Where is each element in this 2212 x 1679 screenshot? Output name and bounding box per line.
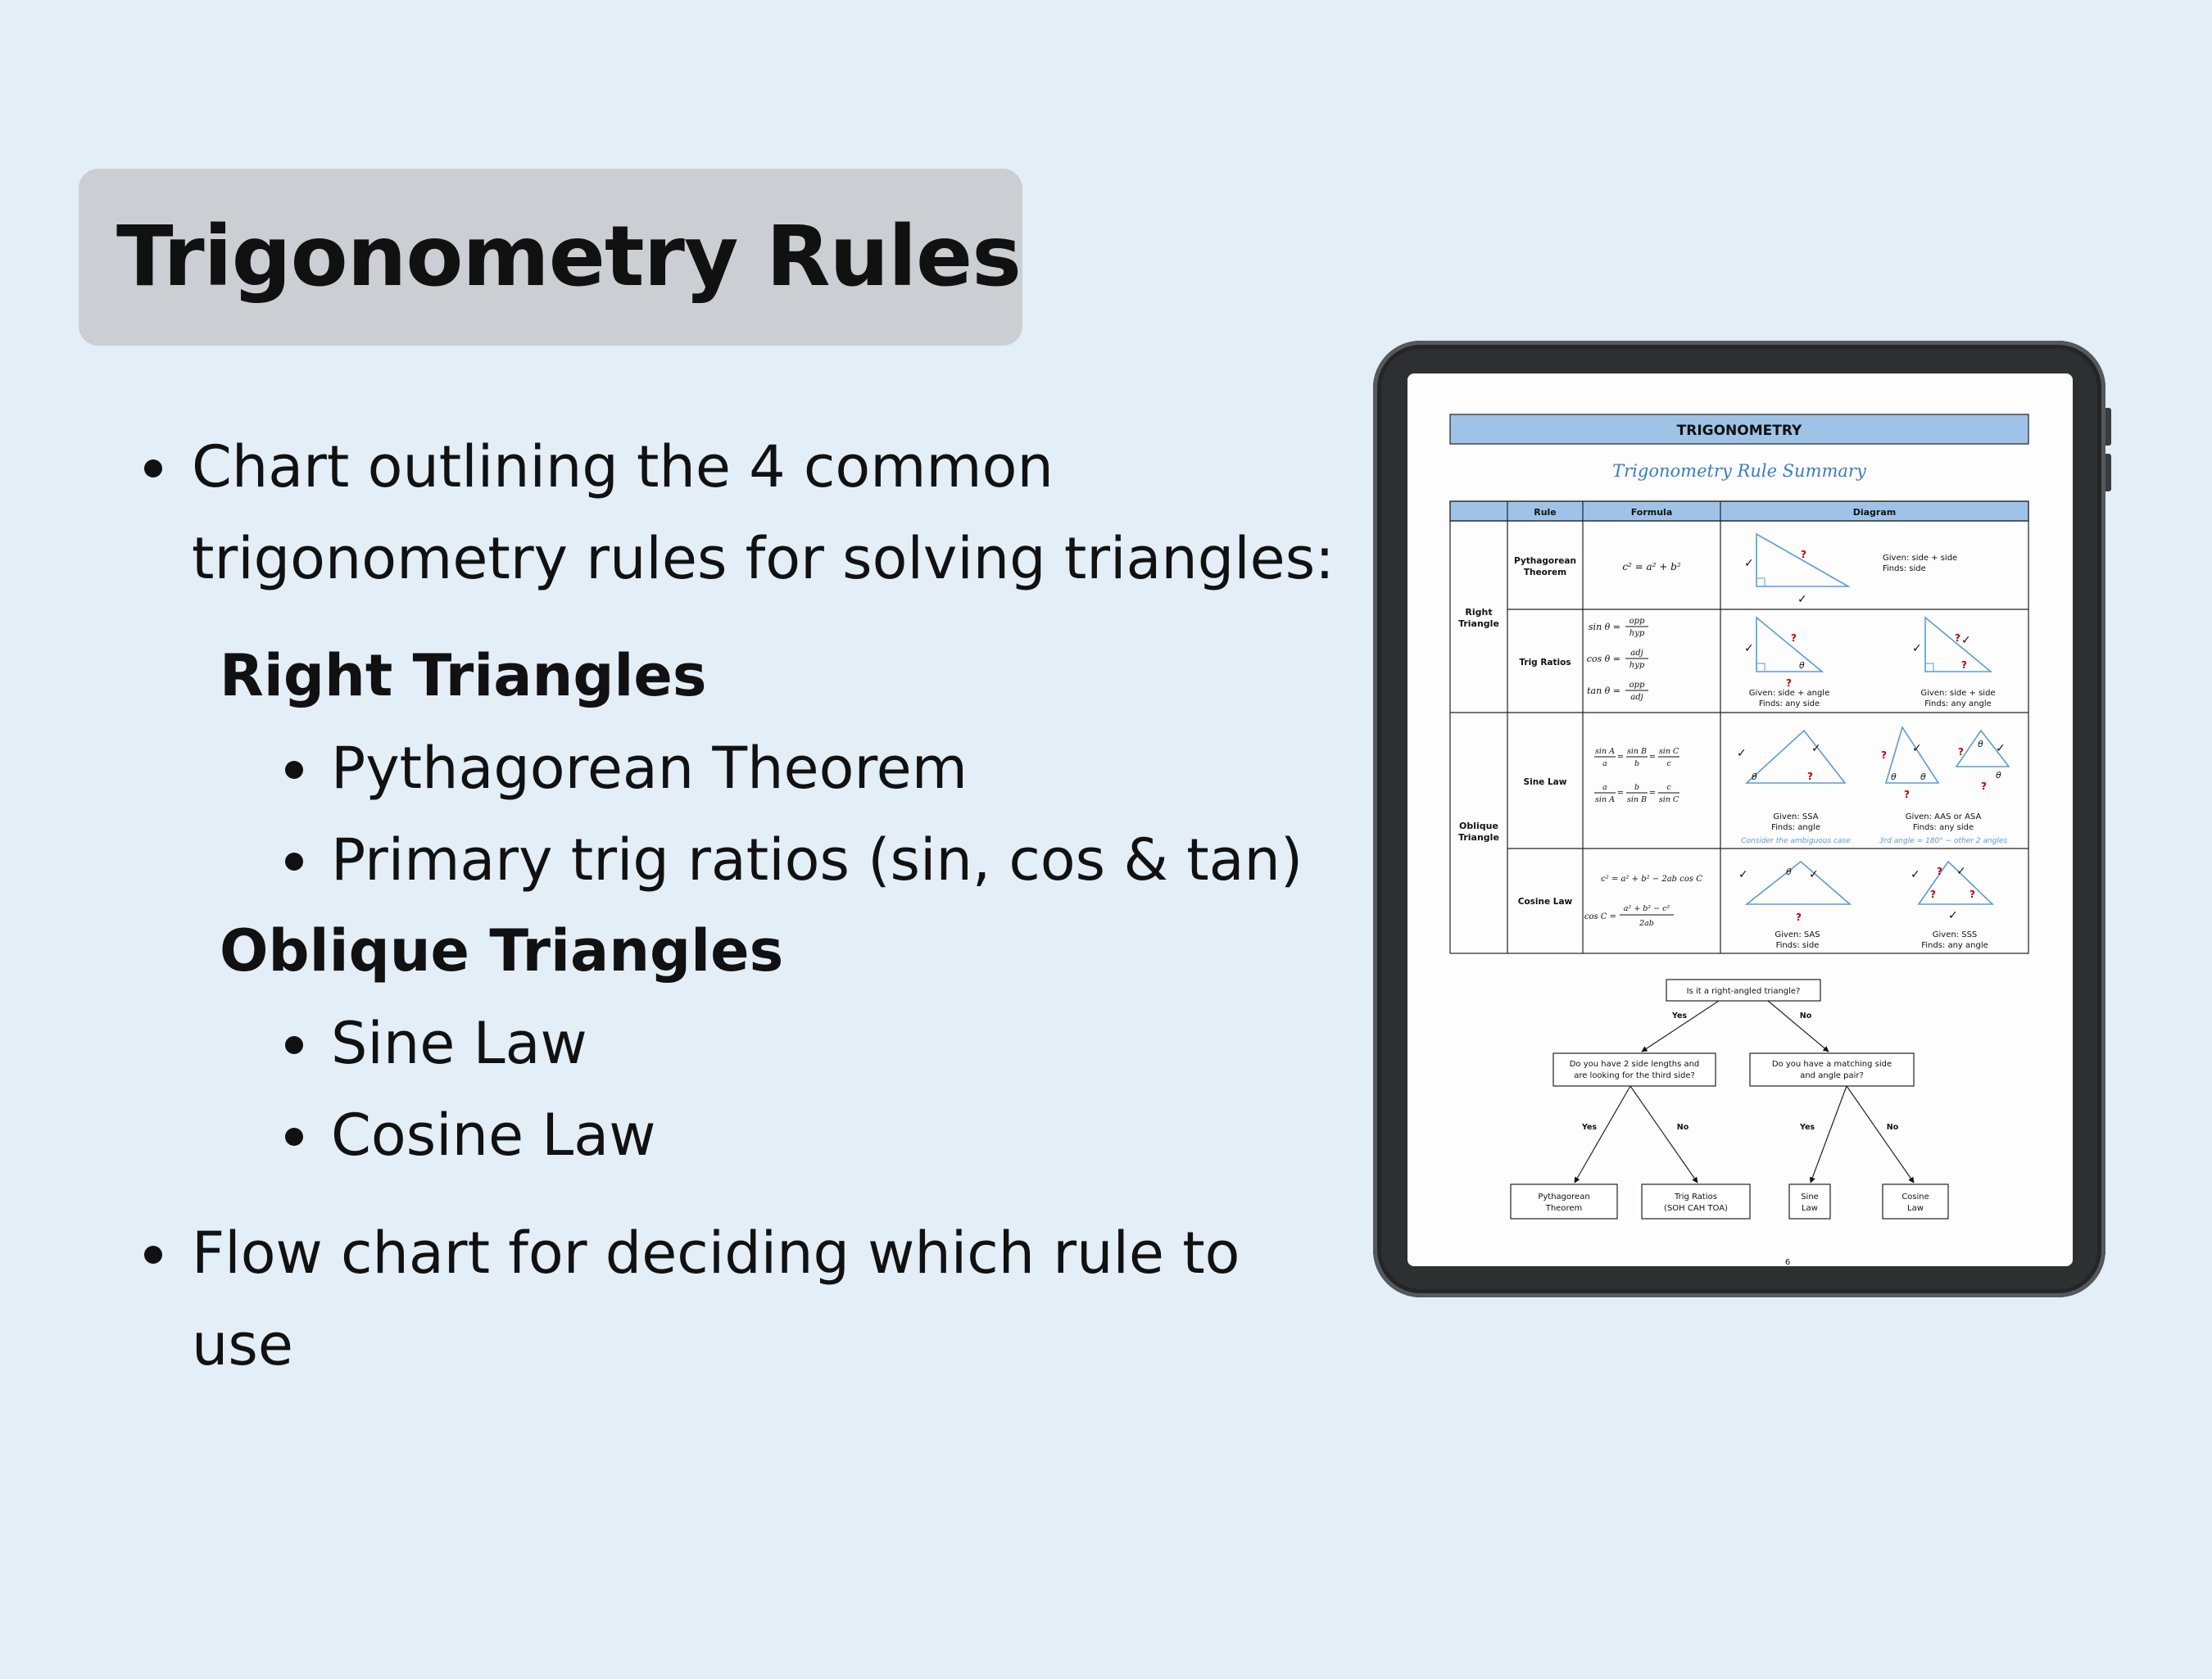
column-header-rule: Rule	[1534, 507, 1557, 518]
flow-arrow	[1642, 1001, 1719, 1052]
caption-given: Given: side + side	[1883, 554, 1958, 563]
caption-given: Given: side + side	[1920, 689, 1996, 698]
theta-mark: θ	[1996, 770, 2001, 781]
formula-cos-den: hyp	[1629, 661, 1645, 670]
flowchart-boxes	[1511, 980, 1948, 1219]
bullet-dot	[285, 761, 303, 779]
equals-sign: =	[1616, 753, 1625, 762]
tablet-mockup	[1373, 341, 2105, 1297]
caption-given: Given: SSS	[1932, 930, 1978, 939]
check-mark: ✓	[1956, 865, 1966, 878]
page-number: 6	[1784, 1258, 1791, 1266]
check-mark: ✓	[1738, 868, 1748, 881]
sine-law-den: sin A	[1595, 795, 1615, 804]
check-mark: ✓	[1911, 868, 1920, 881]
bullet-chart-line2: trigonometry rules for solving triangles:	[192, 525, 1335, 592]
question-mark: ?	[1796, 912, 1802, 923]
bullet-cosine-law-text: Cosine Law	[331, 1102, 656, 1169]
column-header-diagram: Diagram	[1852, 507, 1897, 518]
group-right-line1: Right	[1465, 607, 1493, 618]
question-mark: ?	[1961, 659, 1967, 671]
right-angle-mark	[1756, 663, 1765, 672]
caption-finds: Finds: any angle	[1924, 699, 1992, 708]
flow-leaf-line1: Trig Ratios	[1675, 1192, 1717, 1202]
bullet-flowchart-line2: use	[192, 1311, 293, 1378]
question-mark: ?	[1791, 632, 1797, 644]
sine-law-den: c	[1666, 759, 1671, 768]
flowchart-text	[1538, 987, 1929, 1213]
rule-pythagorean-line2: Theorem	[1523, 568, 1567, 577]
flow-leaf-line2: (SOH CAH TOA)	[1664, 1204, 1728, 1213]
check-mark: ✓	[1797, 593, 1807, 606]
flow-leaf-line1: Sine	[1801, 1192, 1819, 1202]
theta-mark: θ	[1891, 772, 1897, 782]
formula-cosine-law-left: cos C =	[1584, 912, 1616, 921]
theta-mark: θ	[1799, 660, 1805, 671]
question-mark: ?	[1786, 677, 1792, 689]
page-title: Trigonometry Rules	[116, 208, 1021, 305]
sine-law-num: a	[1602, 783, 1607, 792]
check-mark: ✓	[1961, 634, 1971, 647]
tablet-side-button	[2105, 454, 2111, 491]
triangle-pythagorean	[1756, 534, 1848, 586]
theta-mark: θ	[1752, 772, 1757, 782]
flow-arrow	[1811, 1086, 1847, 1183]
title-box	[79, 169, 1022, 346]
flow-yes: Yes	[1799, 1123, 1815, 1132]
flow-result-sine-law	[1789, 1184, 1830, 1219]
check-mark: ✓	[1948, 909, 1958, 922]
formula-tan-den: adj	[1630, 693, 1643, 702]
check-mark: ✓	[1912, 642, 1922, 655]
caption-finds: Finds: any side	[1912, 823, 1974, 832]
question-mark: ?	[1881, 749, 1887, 761]
right-triangles-heading: Right Triangles	[220, 642, 707, 709]
bullet-dot	[144, 1246, 162, 1264]
worksheet-page	[1407, 373, 2073, 1266]
flow-q2-line2: are looking for the third side?	[1574, 1071, 1695, 1080]
triangle-trig-1	[1756, 618, 1822, 672]
question-mark: ?	[1930, 889, 1936, 900]
question-mark: ?	[1958, 746, 1964, 758]
rule-sine-law: Sine Law	[1523, 777, 1567, 787]
triangle-cosine-1	[1747, 862, 1850, 904]
flow-no: No	[1799, 1011, 1812, 1021]
sine-law-num: sin B	[1626, 747, 1648, 756]
group-oblique-line2: Triangle	[1458, 832, 1499, 843]
question-mark: ?	[1937, 866, 1942, 877]
flow-arrow	[1768, 1001, 1829, 1052]
tablet-screen	[1407, 373, 2073, 1266]
flow-q1: Is it a right-angled triangle?	[1686, 987, 1801, 996]
sine-law-den: b	[1634, 759, 1640, 768]
column-header-formula: Formula	[1630, 507, 1673, 518]
flow-no: No	[1886, 1123, 1899, 1132]
question-mark: ?	[1969, 889, 1975, 900]
rule-pythagorean-line1: Pythagorean	[1514, 556, 1576, 566]
sine-law-num: sin A	[1595, 747, 1615, 756]
caption-finds: Finds: side	[1883, 564, 1926, 573]
formula-sin-den: hyp	[1629, 629, 1645, 638]
flow-arrow	[1630, 1086, 1698, 1183]
theta-mark: θ	[1978, 739, 1983, 749]
diagram-marks	[1737, 549, 2006, 923]
flow-yes: Yes	[1581, 1123, 1598, 1132]
formula-cosine-law-den: 2ab	[1639, 919, 1654, 928]
sine-law-den: sin B	[1626, 795, 1648, 804]
sine-law-num: b	[1634, 783, 1640, 792]
bullet-dot	[144, 459, 162, 477]
worksheet-header: TRIGONOMETRY	[1676, 423, 1802, 439]
caption-note: 3rd angle = 180° − other 2 angles	[1879, 837, 2008, 845]
tablet-side-button	[2105, 408, 2111, 446]
formula-sin-num: opp	[1629, 617, 1645, 626]
flow-yes: Yes	[1671, 1011, 1688, 1021]
check-mark: ✓	[1996, 742, 2006, 755]
rule-cosine-law: Cosine Law	[1517, 897, 1573, 907]
question-mark: ?	[1801, 549, 1806, 560]
question-mark: ?	[1981, 781, 1987, 792]
flow-result-pythagorean	[1511, 1184, 1617, 1219]
theta-mark: θ	[1920, 772, 1926, 782]
check-mark: ✓	[1744, 642, 1754, 655]
worksheet-subtitle: Trigonometry Rule Summary	[1612, 461, 1866, 481]
caption-given: Given: SSA	[1773, 812, 1819, 821]
question-mark: ?	[1955, 632, 1960, 644]
bullet-flowchart-line1: Flow chart for deciding which rule to	[192, 1220, 1240, 1287]
bullet-chart-line1: Chart outlining the 4 common	[192, 433, 1054, 500]
equals-sign: =	[1616, 789, 1625, 798]
flow-leaf-line2: Law	[1907, 1204, 1924, 1213]
flow-arrow	[1847, 1086, 1914, 1183]
equals-sign: =	[1648, 789, 1657, 798]
formula-cos-left: cos θ =	[1586, 654, 1620, 664]
flow-leaf-line2: Law	[1802, 1204, 1818, 1213]
check-mark: ✓	[1744, 557, 1754, 570]
caption-given: Given: AAS or ASA	[1905, 812, 1982, 821]
caption-finds: Finds: angle	[1771, 823, 1820, 832]
bullet-pythagorean-text: Pythagorean Theorem	[331, 735, 968, 802]
check-mark: ✓	[1737, 747, 1747, 760]
question-mark: ?	[1807, 771, 1813, 782]
flowchart-arrows	[1575, 1001, 1914, 1183]
formula-pythagorean: c² = a² + b²	[1622, 561, 1681, 572]
bullet-dot	[285, 853, 303, 871]
sine-law-num: c	[1666, 783, 1671, 792]
caption-finds: Finds: any side	[1758, 699, 1820, 708]
bullet-dot	[285, 1128, 303, 1146]
right-angle-mark	[1756, 578, 1765, 586]
caption-given: Given: SAS	[1775, 930, 1820, 939]
flow-question-matching-pair	[1750, 1053, 1914, 1086]
flow-result-trig-ratios	[1642, 1184, 1750, 1219]
formula-tan-left: tan θ =	[1587, 686, 1620, 696]
formula-sin-left: sin θ =	[1588, 622, 1620, 632]
sine-law-num: sin C	[1658, 747, 1679, 756]
flow-q2-line1: Do you have 2 side lengths and	[1569, 1060, 1700, 1069]
flow-result-cosine-law	[1883, 1184, 1948, 1219]
group-right-line2: Triangle	[1458, 618, 1499, 629]
theta-mark: θ	[1786, 867, 1792, 877]
flow-leaf-line2: Theorem	[1545, 1204, 1583, 1213]
check-mark: ✓	[1811, 742, 1821, 755]
flow-q3-line1: Do you have a matching side	[1771, 1060, 1892, 1069]
check-mark: ✓	[1912, 742, 1922, 755]
sine-law-den: sin C	[1658, 795, 1679, 804]
group-oblique-line1: Oblique	[1459, 821, 1498, 831]
triangle-sine-1	[1747, 731, 1845, 783]
caption-note: Consider the ambiguous case	[1741, 837, 1851, 845]
right-angle-mark	[1925, 663, 1933, 672]
question-mark: ?	[1904, 789, 1910, 800]
caption-finds: Finds: side	[1775, 941, 1820, 950]
triangle-trig-2	[1925, 618, 1991, 672]
flow-q3-line2: and angle pair?	[1800, 1071, 1864, 1080]
rule-trig-ratios: Trig Ratios	[1519, 658, 1571, 668]
formula-cos-num: adj	[1630, 649, 1643, 658]
flow-leaf-line1: Cosine	[1902, 1192, 1929, 1202]
formula-cosine-law-num: a² + b² − c²	[1623, 904, 1670, 913]
oblique-triangles-heading: Oblique Triangles	[220, 917, 784, 984]
flow-no: No	[1676, 1123, 1689, 1132]
bullet-trig-ratios-text: Primary trig ratios (sin, cos & tan)	[331, 826, 1303, 894]
bullet-dot	[285, 1036, 303, 1054]
bullet-sine-law-text: Sine Law	[331, 1010, 587, 1077]
formula-cosine-law-1: c² = a² + b² − 2ab cos C	[1601, 875, 1702, 884]
equals-sign: =	[1648, 753, 1657, 762]
flow-arrow	[1575, 1086, 1630, 1183]
sine-law-den: a	[1602, 759, 1607, 768]
caption-given: Given: side + angle	[1748, 689, 1830, 698]
flow-question-two-sides	[1553, 1053, 1716, 1086]
flow-leaf-line1: Pythagorean	[1538, 1192, 1590, 1202]
check-mark: ✓	[1809, 868, 1819, 881]
caption-finds: Finds: any angle	[1921, 941, 1988, 950]
formula-tan-num: opp	[1629, 681, 1645, 690]
